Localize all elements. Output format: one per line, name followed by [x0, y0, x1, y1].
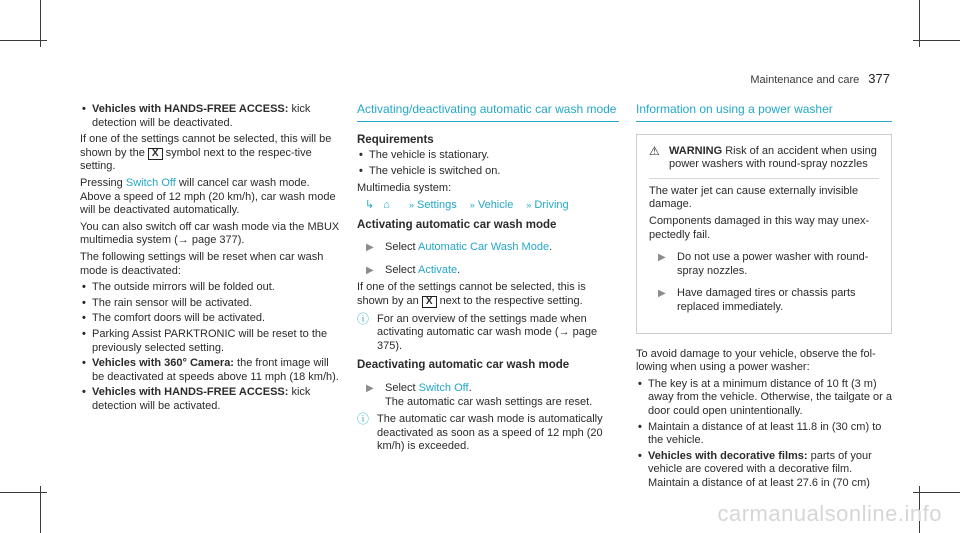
step-arrow-icon: ▶ [366, 264, 374, 276]
double-chevron-icon: » [469, 199, 475, 210]
note [357, 313, 619, 354]
warning-box [636, 134, 892, 334]
paragraph [357, 281, 619, 308]
list-item [636, 450, 892, 491]
step-arrow-icon: ▶ [366, 382, 374, 394]
switch-off-link[interactable]: Switch Off [418, 381, 469, 394]
item-label: Vehicles with 360° Camera: [92, 357, 234, 370]
section-name: Maintenance and care [750, 74, 860, 86]
item-label: Vehicles with HANDS-FREE ACCESS: [92, 386, 289, 399]
list-item: • The vehicle is stationary. [357, 149, 619, 163]
column-middle [357, 103, 619, 458]
text: If one of the settings cannot be selected, this will be shown by the [80, 133, 332, 159]
item-label: Vehicles with HANDS-FREE ACCESS: [92, 103, 289, 115]
item-label: Vehicles with decorative films: [648, 449, 808, 462]
paragraph [80, 133, 342, 174]
list-item [80, 357, 342, 384]
x-symbol-icon: X [422, 296, 437, 308]
list-item: • Parking Assist PARKTRONIC will be reset to the previously selected setting. [80, 328, 342, 355]
double-chevron-icon: » [526, 199, 532, 210]
page-header [750, 71, 890, 86]
step: ▶ Select Automatic Car Wash Mode. [366, 241, 553, 254]
multimedia-label: Multimedia system: [357, 182, 452, 195]
path-vehicle[interactable]: Vehicle [477, 198, 514, 211]
paragraph: Components damaged in this way may unex-pectedly fail. [649, 214, 870, 241]
crop-mark [913, 40, 960, 41]
step-result: The automatic car wash settings are reset. [385, 395, 593, 408]
list-item: • The comfort doors will be activated. [80, 312, 342, 326]
list-item: • Maintain a distance of at least 11.8 in (30 cm) to the vehicle. [636, 421, 892, 448]
double-chevron-icon: » [409, 199, 415, 210]
section-title: Information on using a power washer [636, 103, 892, 122]
menu-path [357, 199, 619, 213]
text: will cancel car wash mode. Above a speed of 12 mph (20 km/h), car wash mode will be deactivated automatically. [80, 176, 336, 217]
paragraph: The water jet can cause externally invisible damage. [649, 184, 859, 211]
step-arrow-icon: ▶ [658, 252, 666, 264]
page-number: 377 [868, 71, 890, 86]
path-settings[interactable]: Settings [417, 198, 457, 211]
step-arrow-icon: ▶ [366, 242, 374, 254]
divider [649, 178, 879, 179]
column-left [80, 103, 342, 416]
step-text: Do not use a power washer with round-spray nozzles. [677, 251, 869, 277]
item-text: the front image will be deactivated at speeds above 11 mph (18 km/h). [92, 357, 339, 383]
text: If one of the settings cannot be selected, this is shown by an [357, 281, 586, 307]
crop-mark [40, 486, 41, 533]
deactivating-heading: Deactivating automatic car wash mode [357, 359, 570, 372]
note [357, 413, 619, 454]
reset-list [80, 281, 342, 413]
section-title: Activating/deactivating automatic car wash mode [357, 103, 619, 122]
column-right [636, 103, 892, 493]
activate-link[interactable]: Activate [418, 263, 458, 276]
step: ▶ Select Switch Off. The automatic car wash settings are reset. [366, 381, 593, 408]
path-driving[interactable]: Driving [534, 198, 569, 211]
step-text: Have damaged tires or chassis parts replaced immediately. [677, 287, 856, 313]
list-hands-free [80, 103, 342, 130]
requirements-list [357, 149, 619, 178]
text: Select [385, 381, 416, 394]
paragraph: To avoid damage to your vehicle, observe the fol-lowing when using a power washer: [636, 347, 876, 374]
warning-label: WARNING [669, 144, 723, 157]
power-washer-list [636, 378, 892, 491]
info-icon: ⓘ [357, 311, 370, 326]
list-item: • The key is at a minimum distance of 10 ft (3 m) away from the vehicle. Otherwise, the tailgate or a door could open unintentionally. [636, 378, 892, 419]
paragraph: The following settings will be reset when car wash mode is deactivated: [80, 250, 324, 277]
list-item [80, 386, 342, 413]
step: ▶ Select Activate. [366, 263, 461, 276]
list-item [80, 103, 342, 130]
text: Select [385, 241, 416, 254]
requirements-heading: Requirements [357, 133, 434, 146]
x-symbol-icon: X [148, 148, 163, 160]
list-item: • The vehicle is switched on. [357, 165, 619, 179]
crop-mark [0, 492, 47, 493]
info-icon: ⓘ [357, 412, 370, 427]
item-text: kick detection will be deactivated. [92, 103, 311, 129]
text: Pressing [80, 176, 123, 189]
list-item: • The outside mirrors will be folded out. [80, 281, 342, 295]
paragraph [80, 177, 342, 218]
step [649, 287, 879, 314]
item-text: kick detection will be activated. [92, 386, 311, 412]
paragraph: You can also switch off car wash mode via the MBUX multimedia system (→ page 377). [80, 220, 340, 247]
text: symbol next to the respec-tive setting. [80, 146, 312, 173]
watermark: carmanualsonline.info [717, 501, 942, 526]
crop-mark [0, 40, 47, 41]
home-icon[interactable]: ⌂ [383, 198, 390, 211]
text: next to the respective setting. [439, 294, 583, 307]
warning-text: Risk of an accident when using power washers with round-spray nozzles [669, 144, 877, 171]
automatic-car-wash-mode-link[interactable]: Automatic Car Wash Mode [418, 241, 550, 254]
warning-triangle-icon: ⚠ [649, 143, 660, 158]
step [649, 251, 879, 278]
text: Select [385, 263, 416, 276]
return-arrow-icon: ↳ [365, 198, 375, 211]
activating-heading: Activating automatic car wash mode [357, 218, 557, 231]
step-arrow-icon: ▶ [658, 288, 666, 300]
switch-off-link[interactable]: Switch Off [125, 176, 176, 189]
list-item: • The rain sensor will be activated. [80, 297, 342, 311]
note-text: The automatic car wash mode is automatically deactivated as soon as a speed of 12 mph (20 km/h) is exceeded. [377, 413, 603, 453]
warning-header [649, 145, 879, 172]
item-text: parts of your vehicle are covered with a decorative film. Maintain a distance of at least 27.6 in (70 cm) [648, 449, 872, 489]
note-text: For an overview of the settings made when activating automatic car wash mode (→ page 375). [377, 312, 598, 352]
crop-mark [913, 492, 960, 493]
